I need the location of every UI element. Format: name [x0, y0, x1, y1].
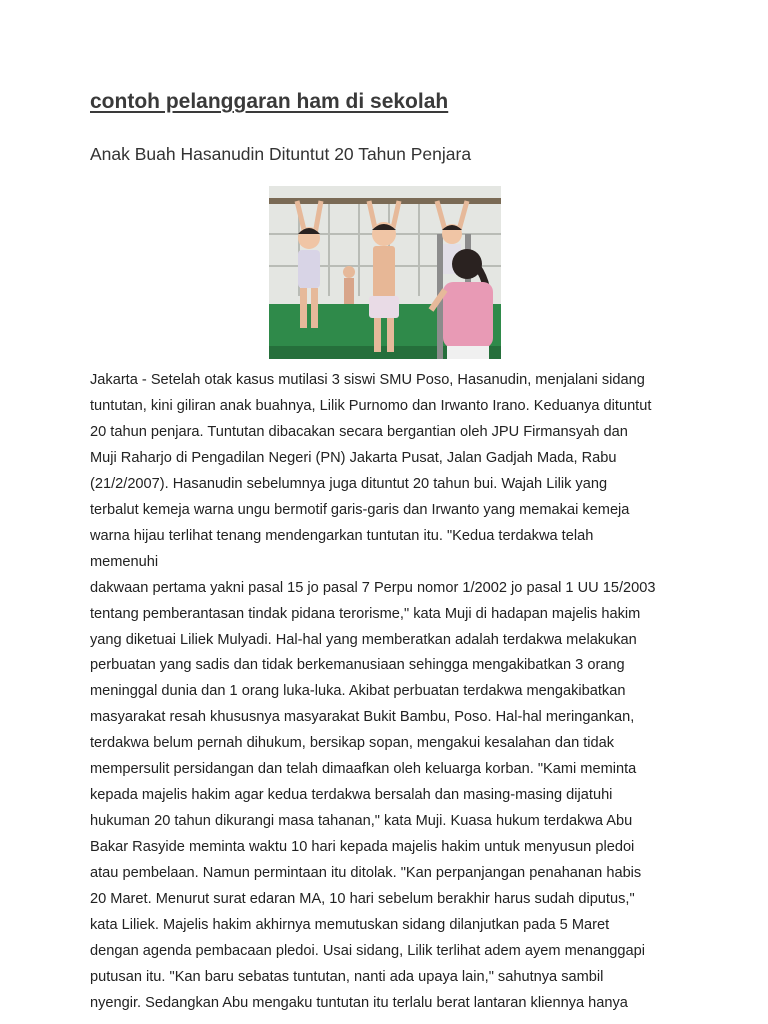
body-line: kepada majelis hakim agar kedua terdakwa bersalah dan masing-masing dijatuhi: [90, 787, 613, 804]
body-line: memenuhi: [90, 553, 159, 570]
body-line: tuntutan, kini giliran anak buahnya, Lilik Purnomo dan Irwanto Irano. Keduanya dituntut: [90, 397, 652, 414]
body-line: nyengir. Sedangkan Abu mengaku tuntutan itu terlalu berat lantaran kliennya hanya: [90, 994, 628, 1011]
body-line: tentang pemberantasan tindak pidana terorisme," kata Muji di hadapan majelis hakim: [90, 605, 641, 622]
body-line: Muji Raharjo di Pengadilan Negeri (PN) Jakarta Pusat, Jalan Gadjah Mada, Rabu: [90, 449, 617, 466]
body-line: Jakarta - Setelah otak kasus mutilasi 3 siswi SMU Poso, Hasanudin, menjalani sidang: [90, 372, 645, 388]
body-line: terdakwa belum pernah dihukum, bersikap sopan, mengakui kesalahan dan tidak: [90, 735, 615, 752]
body-line: masyarakat resah khususnya masyarakat Bukit Bambu, Poso. Hal-hal meringankan,: [90, 709, 635, 726]
article-photo: [269, 186, 501, 359]
body-line: terbalut kemeja warna ungu bermotif garis-garis dan Irwanto yang memakai kemeja: [90, 501, 630, 518]
body-line: yang diketuai Liliek Mulyadi. Hal-hal yang memberatkan adalah terdakwa melakukan: [90, 631, 637, 648]
article-headline: Anak Buah Hasanudin Dituntut 20 Tahun Penjara: [90, 144, 472, 164]
body-line: hukuman 20 tahun dikurangi masa tahanan," kata Muji. Kuasa hukum terdakwa Abu: [90, 813, 633, 830]
body-line: dakwaan pertama yakni pasal 15 jo pasal 7 Perpu nomor 1/2002 jo pasal 1 UU 15/2003: [90, 579, 656, 596]
body-line: 20 tahun penjara. Tuntutan dibacakan secara bergantian oleh JPU Firmansyah dan: [90, 423, 628, 440]
body-line: Bakar Rasyide meminta waktu 10 hari kepada majelis hakim untuk menyusun pledoi: [90, 839, 635, 856]
body-line: meninggal dunia dan 1 orang luka-luka. Akibat perbuatan terdakwa mengakibatkan: [90, 683, 626, 700]
document-title[interactable]: contoh pelanggaran ham di sekolah: [90, 90, 449, 113]
body-line: dengan agenda pembacaan pledoi. Usai sidang, Lilik terlihat adem ayem menanggapi: [90, 942, 645, 959]
body-line: kata Liliek. Majelis hakim akhirnya memutuskan sidang dilanjutkan pada 5 Maret: [90, 917, 610, 934]
body-line: mempersulit persidangan dan telah dimaafkan oleh keluarga korban. "Kami meminta: [90, 761, 637, 778]
body-line: warna hijau terlihat tenang mendengarkan tuntutan itu. "Kedua terdakwa telah: [90, 527, 594, 544]
photo-children-hanging-bars-icon: [269, 186, 501, 359]
body-line: perbuatan yang sadis dan tidak berkemanusiaan sehingga mengakibatkan 3 orang: [90, 657, 625, 674]
body-line: (21/2/2007). Hasanudin sebelumnya juga dituntut 20 tahun bui. Wajah Lilik yang: [90, 475, 608, 492]
body-line: putusan itu. "Kan baru sebatas tuntutan, nanti ada upaya lain," sahutnya sambil: [90, 968, 604, 985]
article-body: [90, 368, 690, 1017]
body-line: 20 Maret. Menurut surat edaran MA, 10 hari sebelum berakhir harus sudah diputus,": [90, 891, 635, 908]
body-line: atau pembelaan. Namun permintaan itu ditolak. "Kan perpanjangan penahanan habis: [90, 865, 642, 882]
